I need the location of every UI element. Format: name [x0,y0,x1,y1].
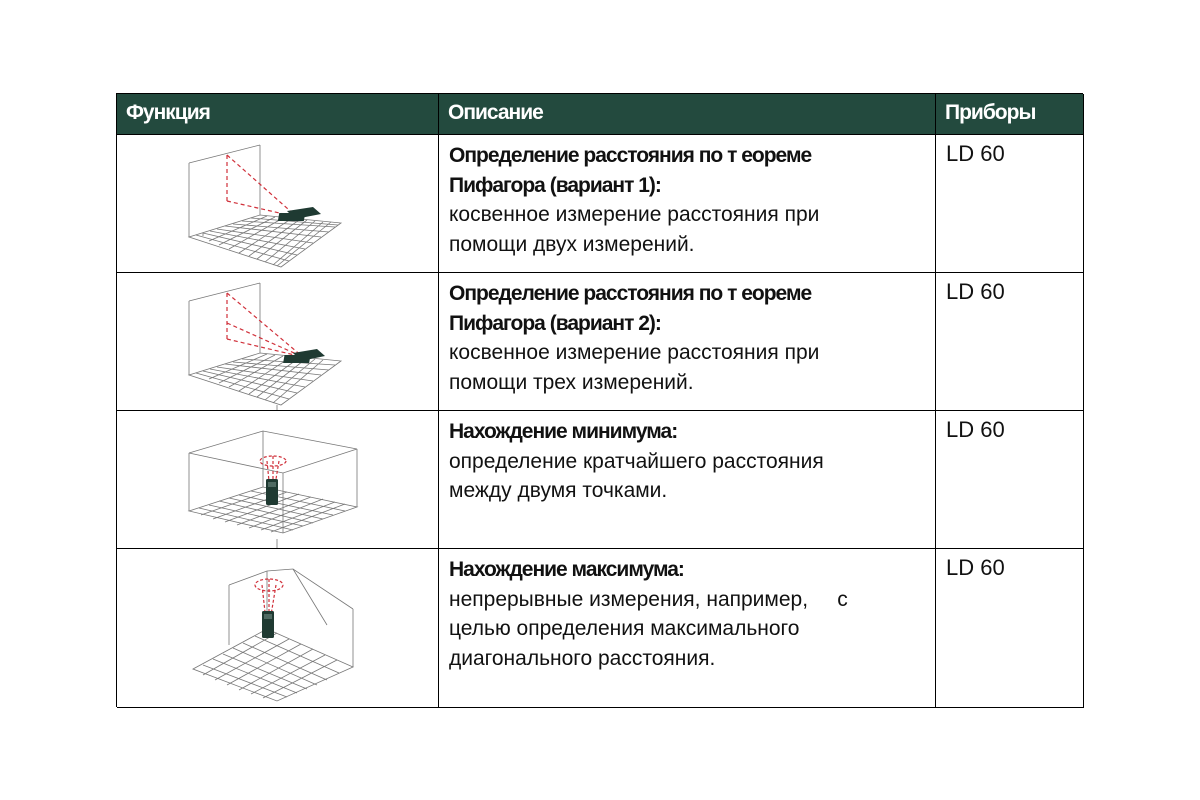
row-4-device: LD 60 [936,549,1084,708]
row-4-text-line-3: диагонального расстояния. [449,646,716,670]
maximum-distance-diagram-icon [117,549,438,707]
row-3-illustration [117,411,439,549]
row-2-text-line-1: косвенное измерение расстояния при [449,341,820,364]
row-2-title-line-2: Пифагора (вариант 2): [449,311,661,335]
minimum-distance-diagram-icon [117,411,438,548]
row-1-title-line-1: Определение расстояния по т еореме [449,144,812,167]
header-description: Описание [439,94,936,135]
row-1-text-line-1: косвенное измерение расстояния при [449,203,820,226]
row-2-text-line-2: помощи трех измерений. [449,370,694,394]
pythagoras-2-measurements-diagram-icon [117,135,438,272]
row-3-text-line-2: между двумя точками. [449,479,668,502]
row-1-text-line-2: помощи двух измерений. [449,232,695,256]
row-1-device: LD 60 [936,135,1084,273]
row-3-title-line-1: Нахождение минимума: [449,420,678,443]
row-4-text-line-1: непрерывные измерения, например, с [449,587,848,611]
header-function: Функция [117,94,439,135]
row-2-illustration [117,273,439,411]
header-devices: Приборы [936,94,1084,135]
row-2-description [439,273,936,411]
row-4-description [439,549,936,708]
row-4-illustration [117,549,439,708]
row-2-device: LD 60 [936,273,1084,411]
pythagoras-3-measurements-diagram-icon [117,273,438,410]
functions-table [116,93,1083,707]
row-4-text-line-2: целью определения максимального [449,617,800,640]
row-1-description [439,135,936,273]
row-3-description [439,411,936,549]
row-4-title-line-1: Нахождение максимума: [449,558,684,581]
row-1-illustration [117,135,439,273]
row-2-title-line-1: Определение расстояния по т еореме [449,282,812,305]
row-1-title-line-2: Пифагора (вариант 1): [449,173,661,197]
row-3-text-line-1: определение кратчайшего расстояния [449,449,824,473]
row-3-device: LD 60 [936,411,1084,549]
